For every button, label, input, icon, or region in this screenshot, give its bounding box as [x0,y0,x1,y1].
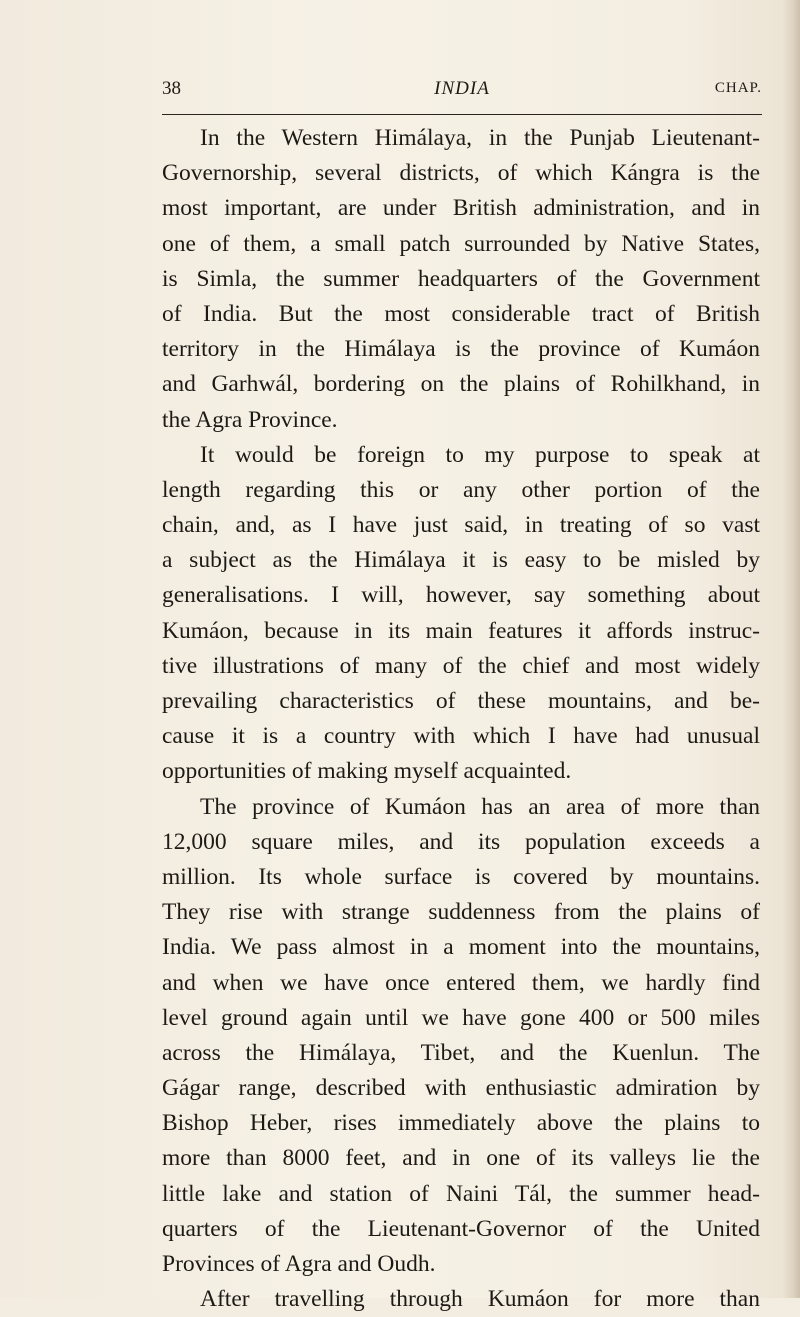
text-line: opportunities of making myself acquainted. [162,758,572,785]
text-line: little lake and station of Naini Tál, the summer head- [162,1180,760,1207]
text-line: 12,000 square miles, and its population exceeds a [162,828,760,855]
text-line: length regarding this or any other portion of the [162,476,760,503]
text-line: is Simla, the summer headquarters of the Government [162,265,760,292]
text-line: territory in the Himálaya is the province of Kumáon [162,336,760,363]
text-line: They rise with strange suddenness from the plains of [162,899,760,926]
text-line: most important, are under British administration, and in [162,195,760,222]
text-line: million. Its whole surface is covered by mountains. [162,863,760,890]
chapter-marker: CHAP. [714,80,762,96]
text-line: Governorship, several districts, of which Kángra is the [162,160,760,187]
body-text [162,121,760,1317]
text-line: chain, and, as I have just said, in treating of so vast [162,512,760,539]
text-line: It would be foreign to my purpose to speak at [200,441,760,468]
page-number: 38 [162,78,181,99]
text-line: quarters of the Lieutenant-Governor of the United [162,1215,760,1242]
text-line: India. We pass almost in a moment into the mountains, [162,934,760,961]
text-line: across the Himálaya, Tibet, and the Kuenlun. The [162,1039,760,1066]
text-line: After travelling through Kumáon for more than [200,1286,760,1313]
text-line: more than 8000 feet, and in one of its valleys lie the [162,1145,760,1172]
text-line: The province of Kumáon has an area of more than [200,793,760,820]
text-line: the Agra Province. [162,406,338,433]
text-line: a subject as the Himálaya it is easy to be misled by [162,547,760,574]
text-line: generalisations. I will, however, say something about [162,582,760,609]
text-line: and when we have once entered them, we hardly find [162,969,760,996]
text-line: Provinces of Agra and Oudh. [162,1251,436,1277]
text-line: Bishop Heber, rises immediately above the plains to [162,1110,760,1137]
text-line: and Garhwál, bordering on the plains of Rohilkhand, in [162,371,760,398]
text-line: In the Western Himálaya, in the Punjab Lieutenant- [200,125,760,151]
text-line: tive illustrations of many of the chief and most widely [162,652,760,679]
page-edge-shadow [782,0,800,1298]
text-line: cause it is a country with which I have had unusual [162,723,760,750]
text-line: prevailing characteristics of these mountains, and be- [162,688,760,714]
page-header [162,78,762,104]
text-line: one of them, a small patch surrounded by Native States, [162,230,760,257]
text-line: level ground again until we have gone 400 or 500 miles [162,1004,760,1031]
text-line: Kumáon, because in its main features it affords instruc- [162,617,760,644]
text-line: of India. But the most considerable tract of British [162,300,760,327]
running-title: INDIA [434,78,490,99]
header-rule [162,114,762,115]
text-line: Gágar range, described with enthusiastic admiration by [162,1075,760,1102]
